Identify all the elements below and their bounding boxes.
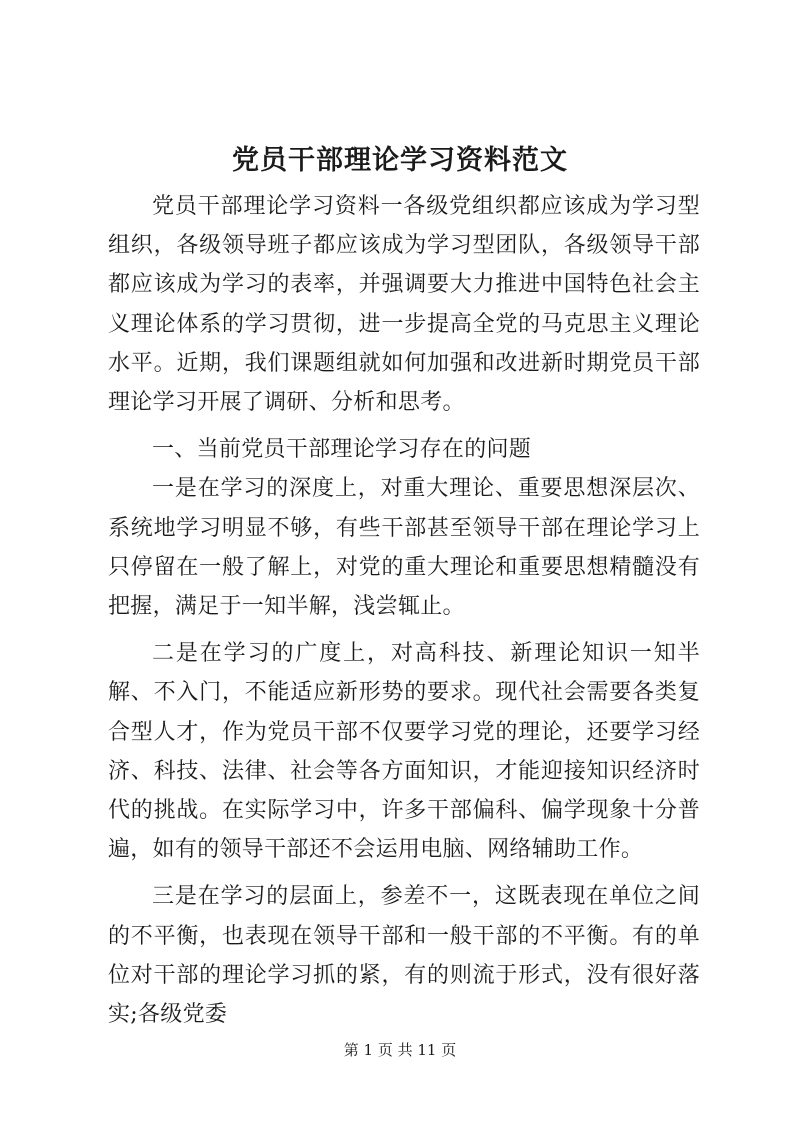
paragraph-breadth: 二是在学习的广度上，对高科技、新理论知识一知半解、不入门，不能适应新形势的要求。现代社会需要各类复合型人才，作为党员干部不仅要学习党的理论，还要学习经济、科技、法律、社会等各方面知识，才能迎接知识经济时代的挑战。在实际学习中，许多干部偏科、偏学现象十分普遍，如有的领导干部还不会运用电脑、网络辅助工作。 [108,641,700,863]
paragraph-level: 三是在学习的层面上，参差不一，这既表现在单位之间的不平衡，也表现在领导干部和一般干部的不平衡。有的单位对干部的理论学习抓的紧，有的则流于形式，没有很好落实;各级党委 [108,884,700,1028]
intro-paragraph: 党员干部理论学习资料一各级党组织都应该成为学习型组织，各级领导班子都应该成为学习型团队，各级领导干部都应该成为学习的表率，并强调要大力推进中国特色社会主义理论体系的学习贯彻，进一步提高全党的马克思主义理论水平。近期，我们课题组就如何加强和改进新时期党员干部理论学习开展了调研、分析和思考。 [108,194,700,416]
document-body [108,187,700,1034]
section-heading: 一、当前党员干部理论学习存在的问题 [152,437,532,463]
document-title: 党员干部理论学习资料范文 [232,145,568,176]
paragraph-depth: 一是在学习的深度上，对重大理论、重要思想深层次、系统地学习明显不够，有些干部甚至领导干部在理论学习上只停留在一般了解上，对党的重大理论和重要思想精髓没有把握，满足于一知半解，浅尝辄止。 [108,476,700,620]
page-number-footer: 第 1 页 共 11 页 [343,1041,457,1059]
